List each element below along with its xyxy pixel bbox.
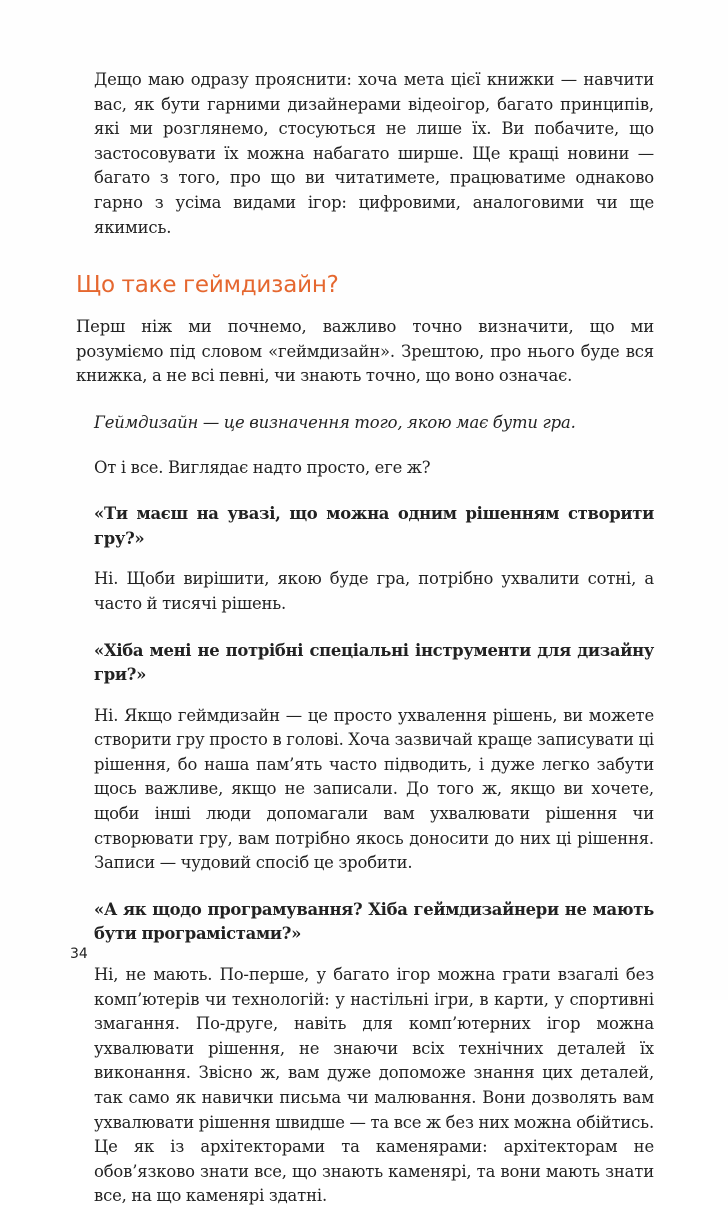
- question-1: «Ти маєш на увазі, що можна одним рішенням створити гру?»: [94, 504, 654, 548]
- answer-3: Ні, не мають. По-перше, у багато ігор можна грати взагалі без комп’ютерів чи технологій: у настільні ігри, в карти, у спортивні змагання. По-друге, навіть для комп’ютерних ігор можна ухвалювати рішення, не знаючи всіх технічних деталей їх виконання. Звісно ж, вам дуже допоможе знання цих деталей, так само як навички письма чи малювання. Вони дозволять вам ухвалювати рішення швидше — та все ж без них можна обійтись. Це як із архітекторами та каменярами: архітекторам не обов’язково знати все, що знають каменярі, та вони мають знати все, на що каменярі здатні.: [94, 965, 654, 1206]
- section-heading: Що таке геймдизайн?: [76, 272, 339, 299]
- answer-2: Ні. Якщо геймдизайн — це просто ухвалення рішень, ви можете створити гру просто в голові. Хоча зазвичай краще записувати ці рішення, бо наша пам’ять часто підводить, і дуже легко забути щось важливе, якщо не записали. До того ж, якщо ви хочете, щоби інші люди допомагали вам ухвалювати рішення чи створювати гру, вам потрібно якось доносити до них ці рішення. Записи — чудовий спосіб це зробити.: [94, 705, 654, 873]
- page-content: [76, 68, 654, 1209]
- answer-1: Ні. Щоби вирішити, якою буде гра, потрібно ухвалити сотні, а часто й тисячі рішень.: [94, 569, 654, 613]
- question-3: «А як щодо програмування? Хіба геймдизайнери не мають бути програмістами?»: [94, 899, 654, 944]
- page-number: 34: [70, 946, 88, 962]
- section-intro-paragraph: Перш ніж ми почнемо, важливо точно визначити, що ми розуміємо під словом «геймдизайн». Зрештою, про нього буде вся книжка, а не всі певні, чи знають точно, що воно означає.: [76, 317, 654, 386]
- definition-quote: Геймдизайн — це визначення того, якою має бути гра.: [94, 412, 576, 432]
- question-2: «Хіба мені не потрібні спеціальні інструменти для дизайну гри?»: [94, 640, 654, 685]
- simple-remark: От і все. Виглядає надто просто, еге ж?: [94, 457, 431, 477]
- intro-paragraph: Дещо маю одразу прояснити: хоча мета цієї книжки — навчити вас, як бути гарними дизайнерами відеоігор, багато принципів, які ми розглянемо, стосуються не лише їх. Ви побачите, що застосовувати їх можна набагато ширше. Ще кращі новини — багато з того, про що ви читатимете, працюватиме однаково гарно з усіма видами ігор: цифровими, аналоговими чи ще якимись.: [94, 70, 654, 237]
